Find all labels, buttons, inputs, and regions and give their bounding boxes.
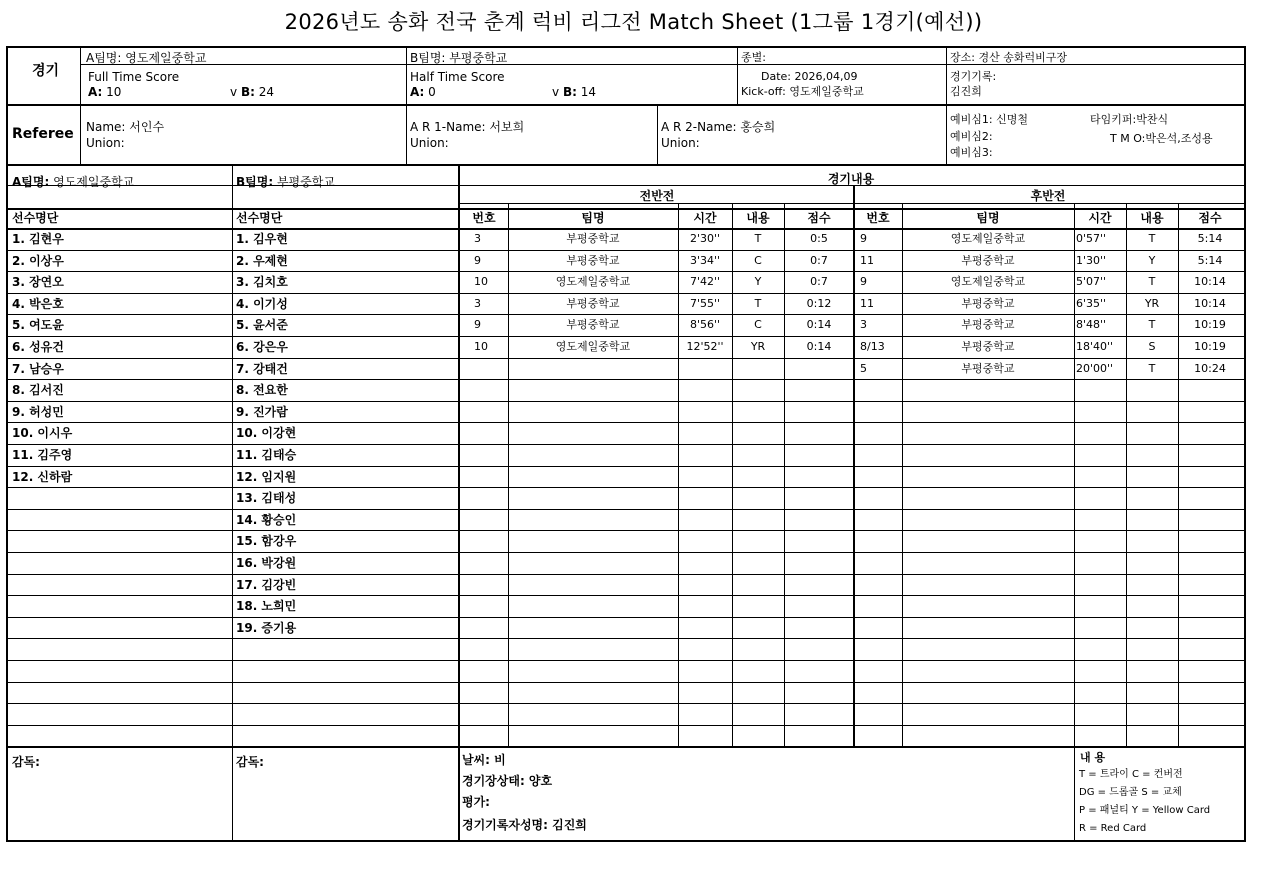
second-half-event-cell: T bbox=[1148, 275, 1156, 289]
ar1-name: A R 1-Name: 서보희 bbox=[410, 120, 525, 134]
grid-line bbox=[8, 379, 1244, 380]
second-half-event-cell: 부평중학교 bbox=[961, 361, 1015, 375]
grid-line bbox=[8, 509, 1244, 510]
team-b-player: 8. 전요한 bbox=[236, 383, 288, 398]
weather: 날씨: 비 bbox=[462, 753, 506, 767]
team-b-label: B팀명: bbox=[410, 51, 446, 65]
team-b-player: 9. 진가람 bbox=[236, 404, 288, 419]
ar2-name: A R 2-Name: 홍승희 bbox=[661, 120, 776, 134]
grid-line bbox=[8, 660, 1244, 661]
second-half-event-cell: T bbox=[1148, 318, 1156, 332]
category-label: 종별: bbox=[741, 51, 766, 64]
second-half-event-cell: 영도제일중학교 bbox=[950, 275, 1026, 289]
recorder-name: 김진희 bbox=[950, 85, 982, 98]
first-half-header: 전반전 bbox=[639, 189, 675, 203]
evaluation: 평가: bbox=[462, 795, 490, 809]
ground-condition: 경기장상태: 양호 bbox=[462, 774, 553, 788]
first-half-col-header: 팀명 bbox=[581, 211, 605, 225]
first-half-event-cell: 7'42'' bbox=[689, 275, 721, 289]
second-half-col-header: 내용 bbox=[1140, 211, 1164, 225]
grid-line bbox=[8, 574, 1244, 575]
grid-line bbox=[8, 703, 1244, 704]
team-b-player: 18. 노희민 bbox=[236, 599, 297, 614]
second-half-event-cell: 8'48'' bbox=[1076, 318, 1107, 332]
grid-line bbox=[8, 444, 1244, 445]
ft-b-score: 24 bbox=[258, 85, 274, 99]
grid-line bbox=[8, 487, 1244, 488]
legend-title: 내 용 bbox=[1080, 751, 1106, 764]
second-half-col-header: 점수 bbox=[1198, 211, 1222, 225]
reserve-referee-3: 예비심3: bbox=[950, 146, 993, 159]
first-half-event-cell: 0:5 bbox=[810, 232, 828, 245]
second-half-event-cell: 0'57'' bbox=[1076, 232, 1107, 245]
first-half-event-cell: 3 bbox=[474, 296, 481, 310]
grid-line bbox=[8, 104, 1244, 106]
grid-line bbox=[737, 48, 738, 104]
grid-line bbox=[232, 164, 233, 842]
grid-line bbox=[8, 358, 1244, 359]
grid-line bbox=[8, 682, 1244, 683]
team-b-header-label: B팀명: bbox=[236, 175, 274, 189]
team-a-players-header: 선수명단 bbox=[12, 211, 59, 225]
second-half-event-cell: 5'07'' bbox=[1076, 275, 1107, 289]
first-half-event-cell: C bbox=[754, 318, 762, 332]
grid-line bbox=[8, 530, 1244, 531]
team-a-name: 영도제일중학교 bbox=[125, 51, 207, 65]
team-b-player: 4. 이기성 bbox=[236, 296, 288, 311]
second-half-col-header: 번호 bbox=[866, 211, 890, 225]
events-header: 경기내용 bbox=[827, 172, 875, 186]
second-half-event-cell: 3 bbox=[860, 318, 867, 332]
second-half-event-cell: YR bbox=[1144, 296, 1160, 310]
team-b-player: 12. 임지원 bbox=[236, 469, 297, 484]
first-half-event-cell: 12'52'' bbox=[686, 340, 724, 353]
grid-line bbox=[8, 164, 1244, 166]
second-half-event-cell: 영도제일중학교 bbox=[950, 232, 1026, 245]
ft-b-label: B: bbox=[240, 85, 255, 99]
legend-line: DG = 드롭골 S = 교체 bbox=[1079, 787, 1182, 798]
kickoff: Kick-off: 영도제일중학교 bbox=[741, 85, 864, 98]
first-half-event-cell: 부평중학교 bbox=[566, 232, 620, 245]
grid-line bbox=[8, 466, 1244, 467]
team-b-player: 3. 김치호 bbox=[236, 275, 288, 290]
reserve-referee-1: 예비심1: 신명철 bbox=[950, 113, 1028, 126]
second-half-event-cell: T bbox=[1148, 361, 1156, 375]
ht-a-label: A: bbox=[410, 85, 425, 99]
grid-line bbox=[8, 552, 1244, 553]
first-half-event-cell: 부평중학교 bbox=[566, 253, 620, 267]
first-half-event-cell: 3 bbox=[474, 232, 481, 245]
team-b-name: 부평중학교 bbox=[449, 51, 508, 65]
grid-line bbox=[8, 725, 1244, 726]
grid-line bbox=[8, 314, 1244, 315]
team-a-player: 12. 신하람 bbox=[12, 469, 73, 484]
grid-line bbox=[406, 48, 407, 164]
ar1-union: Union: bbox=[410, 136, 449, 150]
team-b-player: 13. 김태성 bbox=[236, 491, 297, 506]
first-half-event-cell: 10 bbox=[474, 340, 488, 353]
second-half-col-header: 팀명 bbox=[976, 211, 1000, 225]
first-half-event-cell: 0:7 bbox=[810, 275, 828, 289]
team-a-header-name: 영도제일중학교 bbox=[53, 175, 135, 189]
second-half-event-cell: 10:14 bbox=[1194, 275, 1226, 289]
team-b-player: 16. 박강원 bbox=[236, 556, 297, 570]
first-half-col-header: 시간 bbox=[693, 211, 717, 225]
grid-line bbox=[8, 401, 1244, 402]
team-a-player: 7. 남승우 bbox=[12, 361, 64, 376]
second-half-event-cell: 10:19 bbox=[1194, 340, 1226, 353]
second-half-event-cell: 5 bbox=[860, 361, 867, 375]
team-a-player: 8. 김서진 bbox=[12, 383, 64, 398]
ft-a-score: 10 bbox=[106, 85, 122, 99]
first-half-event-cell: 0:12 bbox=[806, 296, 832, 310]
grid-line bbox=[458, 164, 460, 842]
second-half-event-cell: 5:14 bbox=[1197, 232, 1223, 245]
second-half-event-cell: 5:14 bbox=[1197, 253, 1223, 267]
record-writer: 경기기록자성명: 김진희 bbox=[462, 818, 587, 832]
team-b-player: 19. 증기용 bbox=[236, 620, 297, 635]
grid-line bbox=[657, 104, 658, 164]
second-half-header: 후반전 bbox=[1030, 189, 1066, 203]
grid-line bbox=[8, 617, 1244, 618]
grid-line bbox=[8, 293, 1244, 294]
first-half-event-cell: 8'56'' bbox=[689, 318, 721, 332]
grid-line bbox=[8, 336, 1244, 337]
team-a-label: A팀명: bbox=[86, 51, 122, 65]
grid-line bbox=[8, 746, 1244, 748]
team-b-player: 5. 윤서준 bbox=[236, 318, 288, 333]
grid-line bbox=[8, 250, 1244, 251]
team-a-player: 6. 성유건 bbox=[12, 340, 64, 354]
team-a-player: 9. 허성민 bbox=[12, 404, 64, 419]
second-half-event-cell: T bbox=[1148, 232, 1156, 245]
page-title: 2026년도 송화 전국 춘계 럭비 리그전 Match Sheet (1그룹 1경기(예선)) bbox=[284, 10, 983, 34]
legend-line: T = 트라이 C = 컨버전 bbox=[1079, 769, 1183, 780]
first-half-event-cell: 9 bbox=[474, 253, 481, 267]
ht-v: v bbox=[552, 85, 560, 99]
venue-label: 장소: bbox=[950, 51, 975, 64]
grid-line bbox=[8, 228, 1244, 230]
team-a-player: 5. 여도윤 bbox=[12, 318, 64, 333]
first-half-event-cell: 0:7 bbox=[810, 253, 828, 267]
second-half-event-cell: 9 bbox=[860, 232, 867, 245]
ft-v: v bbox=[230, 85, 238, 99]
team-b-players-header: 선수명단 bbox=[236, 211, 283, 225]
team-a-player: 4. 박은호 bbox=[12, 296, 64, 311]
first-half-col-header: 번호 bbox=[472, 211, 496, 225]
reserve-referee-2: 예비심2: bbox=[950, 130, 993, 143]
grid-line bbox=[853, 185, 855, 746]
team-a-player: 1. 김현우 bbox=[12, 232, 64, 246]
timekeeper: 타임키퍼:박찬식 bbox=[1090, 113, 1169, 126]
grid-line bbox=[8, 595, 1244, 596]
first-half-event-cell: T bbox=[754, 232, 762, 245]
first-half-event-cell: 3'34'' bbox=[689, 253, 721, 267]
team-b-player: 7. 강태건 bbox=[236, 361, 288, 376]
grid-line bbox=[8, 185, 1244, 186]
team-a-player: 2. 이상우 bbox=[12, 253, 64, 268]
coach-a-label: 감독: bbox=[12, 755, 40, 769]
referee-label: Referee bbox=[12, 126, 74, 142]
team-b-header-name: 부평중학교 bbox=[276, 175, 335, 189]
team-a-player: 11. 김주영 bbox=[12, 448, 73, 462]
first-half-event-cell: 0:14 bbox=[806, 318, 832, 332]
team-b-player: 15. 함강우 bbox=[236, 534, 297, 549]
full-time-label: Full Time Score bbox=[88, 70, 180, 84]
second-half-event-cell: 부평중학교 bbox=[961, 340, 1015, 353]
first-half-event-cell: 영도제일중학교 bbox=[555, 275, 631, 289]
venue: 경산 송화럭비구장 bbox=[978, 51, 1067, 64]
match-sheet bbox=[6, 46, 1246, 842]
second-half-event-cell: S bbox=[1148, 340, 1156, 353]
grid-line bbox=[8, 208, 1244, 210]
second-half-event-cell: 부평중학교 bbox=[961, 296, 1015, 310]
tmo: T M O:박은석,조성용 bbox=[1110, 132, 1213, 145]
ht-b-score: 14 bbox=[580, 85, 596, 99]
first-half-event-cell: 10 bbox=[474, 275, 488, 289]
first-half-event-cell: 0:14 bbox=[806, 340, 832, 353]
second-half-event-cell: 11 bbox=[860, 296, 874, 310]
team-b-player: 14. 황승인 bbox=[236, 512, 297, 527]
recorder-label: 경기기록: bbox=[950, 70, 997, 83]
second-half-col-header: 시간 bbox=[1088, 211, 1112, 225]
first-half-col-header: 점수 bbox=[807, 211, 831, 225]
second-half-event-cell: 부평중학교 bbox=[961, 253, 1015, 267]
second-half-event-cell: 10:19 bbox=[1194, 318, 1226, 332]
second-half-event-cell: 8/13 bbox=[860, 340, 885, 353]
second-half-event-cell: 10:14 bbox=[1194, 296, 1226, 310]
first-half-event-cell: 영도제일중학교 bbox=[555, 340, 631, 353]
half-time-label: Half Time Score bbox=[410, 70, 505, 84]
ar2-union: Union: bbox=[661, 136, 700, 150]
referee-union: Union: bbox=[86, 136, 125, 150]
team-b-player: 6. 강은우 bbox=[236, 340, 288, 354]
second-half-event-cell: 11 bbox=[860, 253, 874, 267]
second-half-event-cell: 18'40'' bbox=[1076, 340, 1114, 353]
first-half-event-cell: 7'55'' bbox=[689, 296, 721, 310]
team-a-header-label: A팀명: bbox=[12, 175, 50, 189]
team-b-player: 11. 김태승 bbox=[236, 448, 297, 462]
team-b-player: 10. 이강현 bbox=[236, 426, 297, 441]
grid-line bbox=[8, 422, 1244, 423]
first-half-event-cell: 9 bbox=[474, 318, 481, 332]
first-half-event-cell: C bbox=[754, 253, 762, 267]
team-a-player: 3. 장연오 bbox=[12, 275, 64, 290]
grid-line bbox=[80, 48, 81, 164]
first-half-col-header: 내용 bbox=[746, 211, 770, 225]
grid-line bbox=[8, 638, 1244, 639]
referee-name: Name: 서인수 bbox=[86, 120, 165, 134]
second-half-event-cell: 9 bbox=[860, 275, 867, 289]
first-half-event-cell: 2'30'' bbox=[689, 232, 721, 245]
coach-b-label: 감독: bbox=[236, 755, 264, 769]
second-half-event-cell: 부평중학교 bbox=[961, 318, 1015, 332]
match-label: 경기 bbox=[32, 63, 60, 79]
grid-line bbox=[80, 64, 1244, 65]
first-half-event-cell: YR bbox=[750, 340, 766, 353]
team-b-player: 2. 우제현 bbox=[236, 253, 288, 268]
grid-line bbox=[1074, 203, 1075, 746]
legend-line: R = Red Card bbox=[1079, 823, 1147, 834]
grid-line bbox=[1074, 746, 1075, 842]
legend-list bbox=[1079, 766, 1210, 838]
ht-b-label: B: bbox=[562, 85, 577, 99]
grid-line bbox=[946, 48, 947, 164]
grid-line bbox=[8, 271, 1244, 272]
second-half-event-cell: Y bbox=[1148, 253, 1156, 267]
ft-a-label: A: bbox=[88, 85, 103, 99]
match-date: Date: 2026,04,09 bbox=[761, 70, 858, 83]
second-half-event-cell: 20'00'' bbox=[1076, 361, 1114, 375]
first-half-event-cell: 부평중학교 bbox=[566, 318, 620, 332]
legend-line: P = 패널티 Y = Yellow Card bbox=[1079, 805, 1211, 816]
team-a-player: 10. 이시우 bbox=[12, 426, 73, 441]
first-half-event-cell: Y bbox=[754, 275, 762, 289]
first-half-event-cell: T bbox=[754, 296, 762, 310]
second-half-event-cell: 10:24 bbox=[1194, 361, 1226, 375]
ht-a-score: 0 bbox=[428, 85, 436, 99]
team-b-player: 17. 김강빈 bbox=[236, 577, 297, 592]
team-b-player: 1. 김우현 bbox=[236, 232, 288, 246]
first-half-event-cell: 부평중학교 bbox=[566, 296, 620, 310]
second-half-event-cell: 6'35'' bbox=[1076, 296, 1107, 310]
second-half-event-cell: 1'30'' bbox=[1076, 253, 1107, 267]
